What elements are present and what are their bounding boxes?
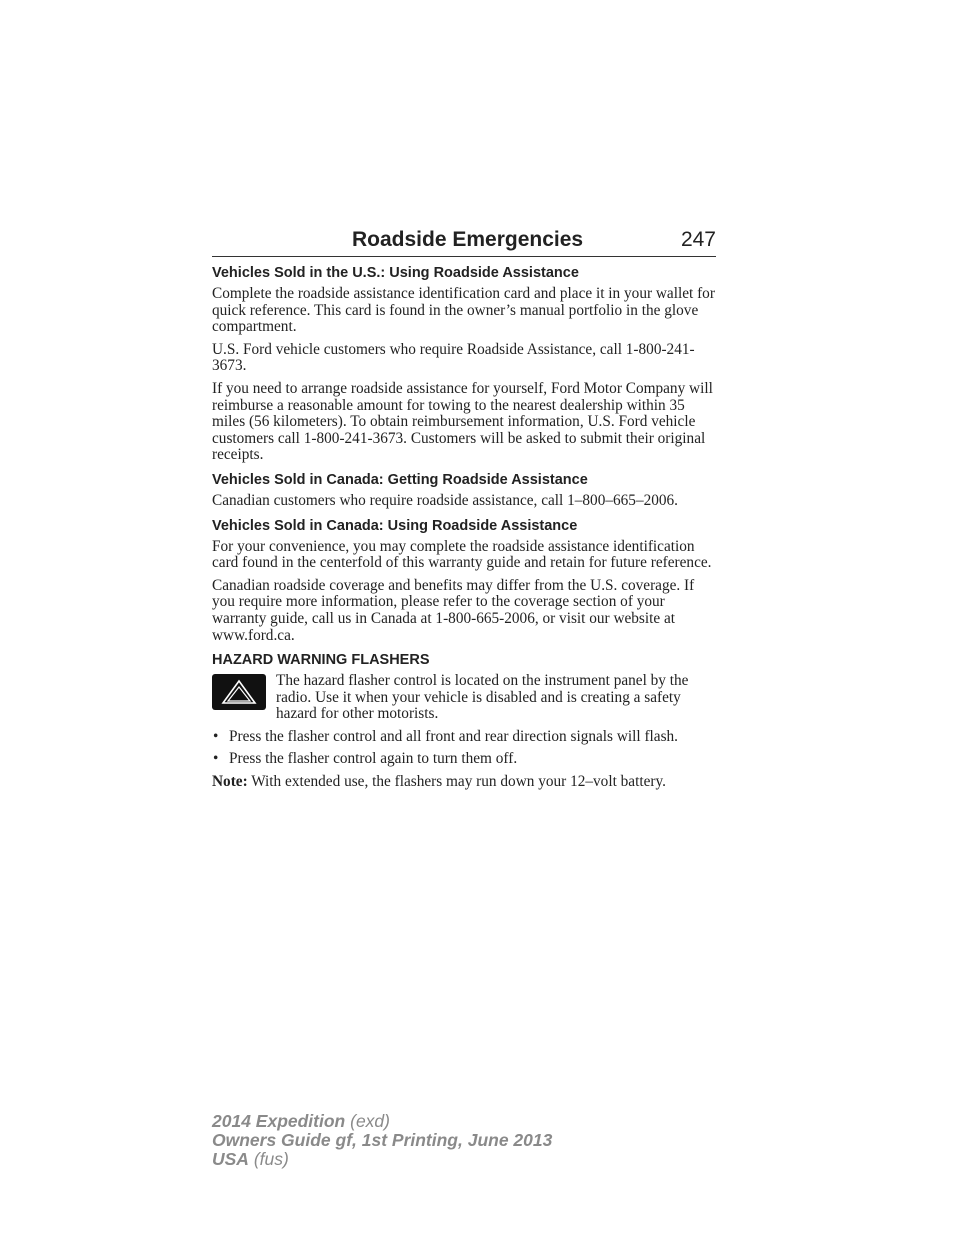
paragraph: For your convenience, you may complete the roadside assistance identification card found in the centerfold of this warranty guide and retain for future reference. [212,537,712,572]
list-item-text: Press the flasher control again to turn them off. [229,750,518,768]
section-heading-canada-using: Vehicles Sold in Canada: Using Roadside Assistance [212,517,578,534]
manual-page [212,228,716,797]
paragraph: If you need to arrange roadside assistance for yourself, Ford Motor Company will reimburse a reasonable amount for towing to the nearest dealership within 35 miles (56 kilometers). To obtain reimbursement information, U.S. Ford vehicle customers call 1-800-241-3673. Customers will be asked to submit their original receipts. [212,379,713,464]
footer-model: 2014 Expedition [212,1111,346,1131]
page-number: 247 [680,228,716,251]
note [212,774,716,791]
list-item [212,751,716,768]
bullet: • [213,727,219,745]
section-heading-hazard: HAZARD WARNING FLASHERS [212,652,430,669]
hazard-block [212,673,716,723]
footer-market-code: (fus) [248,1149,289,1169]
footer-printing: Owners Guide gf, 1st Printing, June 2013 [212,1130,553,1150]
paragraph: Canadian customers who require roadside assistance, call 1–800–665–2006. [212,491,679,509]
paragraph: Canadian roadside coverage and benefits may differ from the U.S. coverage. If you require more information, please refer to the coverage section of your warranty guide, call us in Canada at 1-800-665-2006, or visit our website at www.ford.ca. [212,576,695,644]
paragraph: The hazard flasher control is located on the instrument panel by the radio. Use it when your vehicle is disabled and is creating a safety hazard for other motorists. [276,672,689,723]
footer-line-3 [212,1150,552,1169]
bullet-list [212,729,716,768]
note-label: Note: [212,773,248,791]
page-footer [212,1112,552,1169]
paragraph: Complete the roadside assistance identification card and place it in your wallet for quick reference. This card is found in the owner’s manual portfolio in the glove compartment. [212,285,715,336]
footer-model-code: (exd) [345,1111,390,1131]
list-item [212,729,716,746]
bullet: • [213,750,219,768]
section-heading-canada-getting: Vehicles Sold in Canada: Getting Roadside Assistance [212,471,588,488]
section-heading-us: Vehicles Sold in the U.S.: Using Roadside Assistance [212,265,579,281]
hazard-triangle-icon [212,674,266,710]
note-text: With extended use, the flashers may run down your 12–volt battery. [247,773,666,791]
page-title: Roadside Emergencies [352,228,584,251]
list-item-text: Press the flasher control and all front and rear direction signals will flash. [229,727,679,745]
page-header [212,228,716,257]
paragraph: U.S. Ford vehicle customers who require Roadside Assistance, call 1-800-241-3673. [212,340,695,375]
footer-line-2 [212,1131,552,1150]
footer-market: USA [212,1149,249,1169]
footer-line-1 [212,1112,552,1131]
